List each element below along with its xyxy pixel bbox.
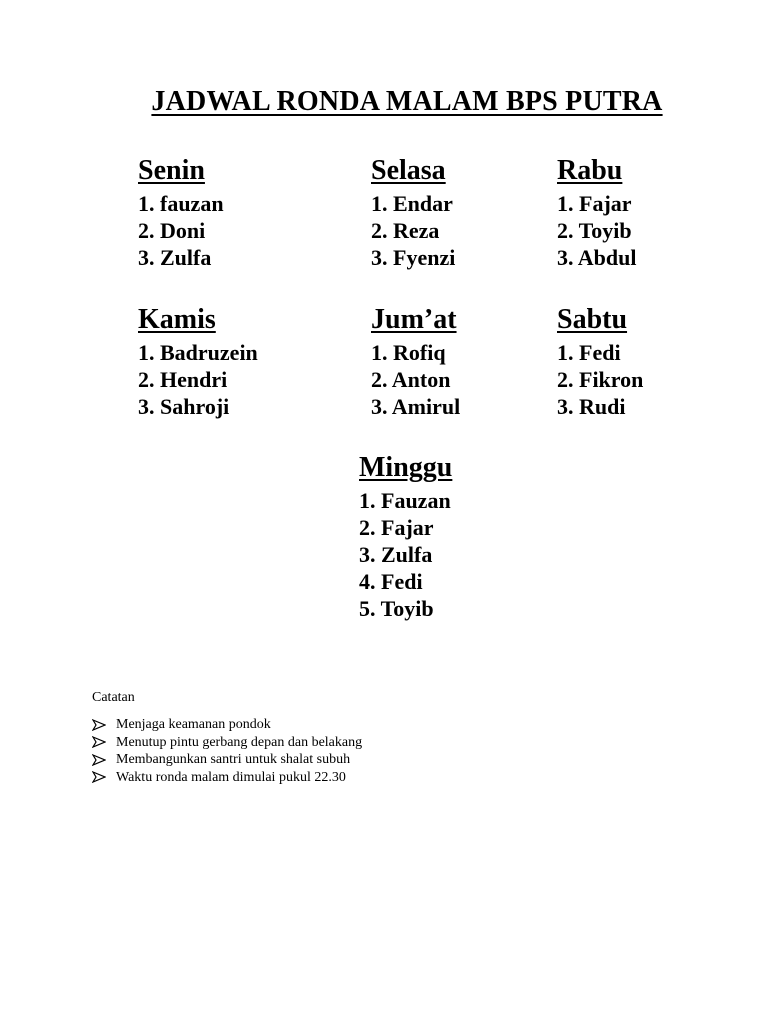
list-item: 2. Reza bbox=[371, 218, 440, 243]
list-item: 3. Zulfa bbox=[138, 245, 212, 270]
list-item: 1. Fajar bbox=[557, 191, 632, 216]
day-block-sabtu bbox=[557, 305, 643, 420]
list-item: 2. Fikron bbox=[557, 367, 644, 392]
page-title: JADWAL RONDA MALAM BPS PUTRA bbox=[151, 86, 663, 117]
notes-title: Catatan bbox=[92, 690, 135, 705]
list-item: 3. Fyenzi bbox=[371, 245, 456, 270]
list-item: 2. Hendri bbox=[138, 367, 228, 392]
day-heading: Sabtu bbox=[557, 304, 628, 335]
note-text: Menjaga keamanan pondok bbox=[116, 717, 271, 732]
day-heading: Kamis bbox=[138, 304, 216, 335]
list-item: 2. Toyib bbox=[557, 218, 632, 243]
day-block-rabu bbox=[557, 156, 637, 271]
list-item: 1. Badruzein bbox=[138, 340, 258, 365]
day-block-minggu bbox=[359, 453, 452, 622]
list-item: 3. Rudi bbox=[557, 394, 626, 419]
name-list bbox=[138, 339, 258, 420]
list-item: 3. Abdul bbox=[557, 245, 637, 270]
list-item: 1. Rofiq bbox=[371, 340, 446, 365]
list-item: 2. Anton bbox=[371, 367, 451, 392]
name-list bbox=[371, 190, 455, 271]
day-block-kamis bbox=[138, 305, 258, 420]
list-item: 4. Fedi bbox=[359, 569, 423, 594]
list-item: 3. Zulfa bbox=[359, 542, 433, 567]
list-item bbox=[92, 751, 362, 769]
list-item: 3. Amirul bbox=[371, 394, 461, 419]
arrowhead-bullet-icon bbox=[92, 736, 106, 748]
arrowhead-bullet-icon bbox=[92, 719, 106, 731]
note-text: Membangunkan santri untuk shalat subuh bbox=[116, 752, 351, 767]
list-item: 5. Toyib bbox=[359, 596, 434, 621]
day-block-senin bbox=[138, 156, 224, 271]
list-item: 2. Doni bbox=[138, 218, 206, 243]
list-item bbox=[92, 734, 362, 752]
list-item bbox=[92, 716, 362, 734]
notes-list bbox=[92, 716, 362, 786]
note-text: Waktu ronda malam dimulai pukul 22.30 bbox=[116, 769, 346, 785]
list-item: 1. fauzan bbox=[138, 191, 224, 216]
name-list bbox=[359, 487, 452, 622]
day-block-jumat bbox=[371, 305, 460, 420]
notes-section bbox=[92, 690, 362, 786]
list-item bbox=[92, 769, 362, 787]
day-heading: Senin bbox=[138, 155, 205, 186]
name-list bbox=[557, 339, 643, 420]
day-block-selasa bbox=[371, 156, 455, 271]
day-heading: Rabu bbox=[557, 155, 623, 186]
day-heading: Jum’at bbox=[371, 304, 457, 335]
name-list bbox=[557, 190, 637, 271]
arrowhead-bullet-icon bbox=[92, 771, 106, 783]
name-list bbox=[138, 190, 224, 271]
note-text: Menutup pintu gerbang depan dan belakang bbox=[116, 734, 363, 750]
list-item: 1. Endar bbox=[371, 191, 453, 216]
arrowhead-bullet-icon bbox=[92, 754, 106, 766]
list-item: 1. Fedi bbox=[557, 340, 621, 365]
name-list bbox=[371, 339, 460, 420]
list-item: 2. Fajar bbox=[359, 515, 434, 540]
list-item: 1. Fauzan bbox=[359, 488, 451, 513]
day-heading: Selasa bbox=[371, 155, 446, 186]
list-item: 3. Sahroji bbox=[138, 394, 230, 419]
day-heading: Minggu bbox=[359, 452, 453, 483]
